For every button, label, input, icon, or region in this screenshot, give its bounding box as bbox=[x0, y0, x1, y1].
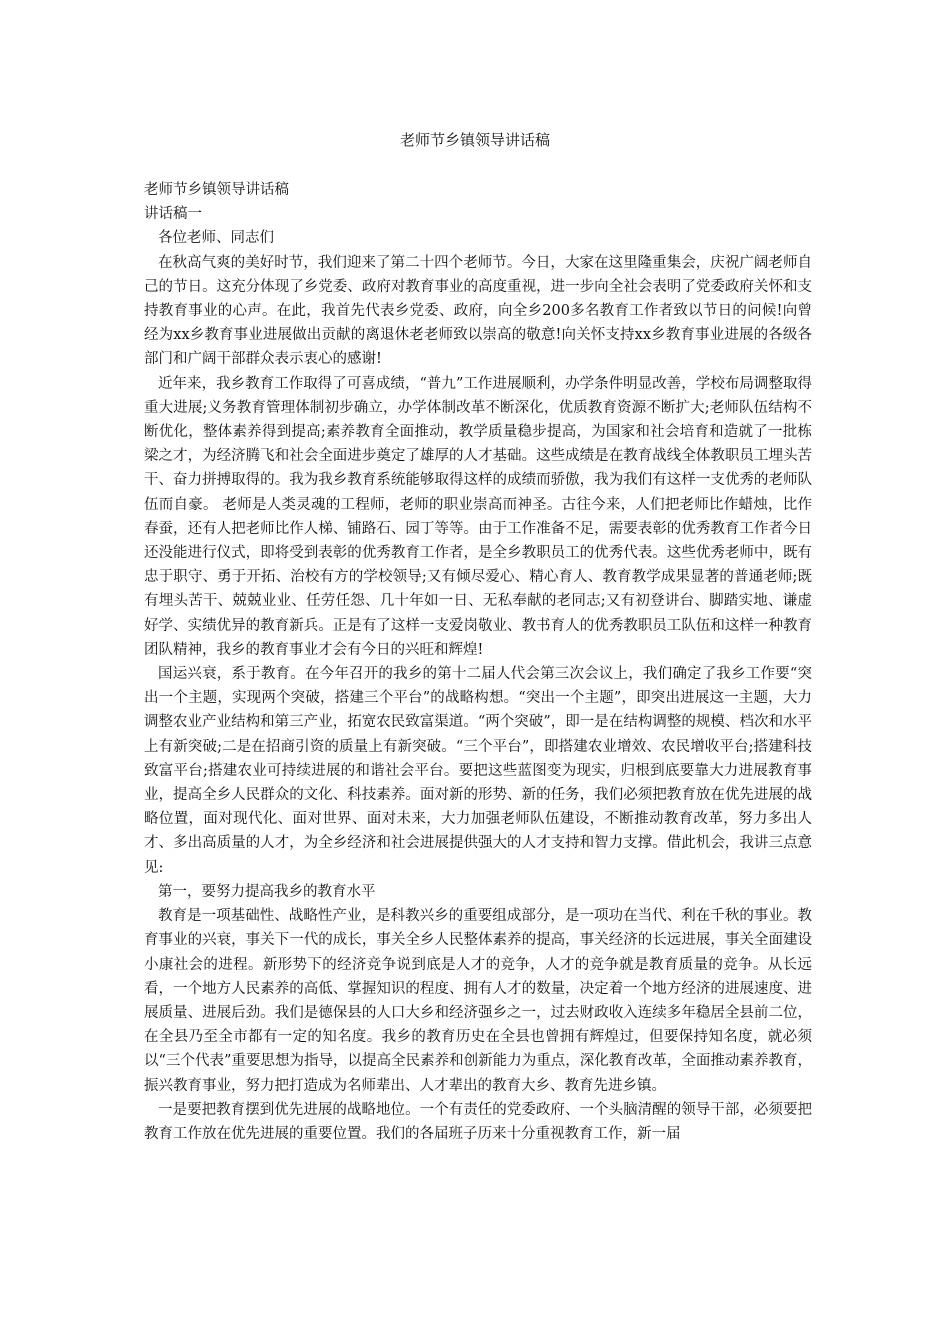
document-subheading: 讲话稿一 bbox=[144, 206, 202, 223]
paragraph: 在秋高气爽的美好时节，我们迎来了第二十四个老师节。今日，大家在这里隆重集会，庆祝广阔老师自己的节日。这充分体现了乡党委、政府对教育事业的高度重视，进一步向全社会表明了党委政府关怀和支持教育事业的心声。在此，我首先代表乡党委、政府，向全乡200多名教育工作者致以节日的问候!向曾经为xx乡教育事业进展做出贡献的离退休老老师致以崇高的敬意!向关怀支持xx乡教育事业进展的各级各部门和广阔干部群众表示衷心的感谢! bbox=[144, 254, 812, 368]
paragraph: 近年来，我乡教育工作取得了可喜成绩，“普九”工作进展顺利，办学条件明显改善，学校布局调整取得重大进展;义务教育管理体制初步确立，办学体制改革不断深化，优质教育资源不断扩大;老师队伍结构不断优化，整体素养得到提高;素养教育全面推动，教学质量稳步提高，为国家和社会培育和造就了一批栋梁之才，为经济腾飞和社会全面进步奠定了雄厚的人才基础。这些成绩是在教育战线全体教职员工埋头苦干、奋力拼搏取得的。我为我乡教育系统能够取得这样的成绩而骄傲，我为我们有这样一支优秀的老师队伍而自豪。 老师是人类灵魂的工程师，老师的职业崇高而神圣。古往今来，人们把老师比作蜡烛，比作春蚕，还有人把老师比作人梯、铺路石、园丁等等。由于工作准备不足，需要表彰的优秀教育工作者今日还没能进行仪式，即将受到表彰的优秀教育工作者，是全乡教职员工的优秀代表。这些优秀老师中，既有忠于职守、勇于开拓、治校有方的学校领导;又有倾尽爱心、精心育人、教育教学成果显著的普通老师;既有埋头苦干、兢兢业业、任劳任怨、几十年如一日、无私奉献的老同志;又有初登讲台、脚踏实地、谦虚好学、实绩优异的教育新兵。正是有了这样一支爱岗敬业、教书育人的优秀教职员工队伍和这样一种教育团队精神，我乡的教育事业才会有今日的兴旺和辉煌! bbox=[144, 375, 812, 658]
document-heading: 老师节乡镇领导讲话稿 bbox=[144, 182, 289, 198]
paragraph: 国运兴衰，系于教育。在今年召开的我乡的第十二届人代会第三次会议上，我们确定了我乡工作要“突出一个主题，实现两个突破，搭建三个平台”的战略构想。“突出一个主题”，即突出进展这一主题，大力调整农业产业结构和第三产业，拓宽农民致富渠道。“两个突破”，即一是在结构调整的规模、档次和水平上有新突破;二是在招商引资的质量上有新突破。“三个平台”，即搭建农业增效、农民增收平台;搭建科技致富平台;搭建农业可持续进展的和谐社会平台。要把这些蓝图变为现实，归根到底要靠大力进展教育事业，提高全乡人民群众的文化、科技素养。面对新的形势、新的任务，我们必须把教育放在优先进展的战略位置，面对现代化、面对世界、面对未来，大力加强老师队伍建设，不断推动教育改革，努力多出人才、多出高质量的人才，为全乡经济和社会进展提供强大的人才支持和智力支撑。借此机会，我讲三点意见: bbox=[144, 666, 812, 876]
document-body bbox=[144, 178, 812, 1146]
section-heading: 第一，要努力提高我乡的教育水平 bbox=[158, 883, 376, 900]
document-title: 老师节乡镇领导讲话稿 bbox=[399, 131, 550, 149]
paragraph: 一是要把教育摆到优先进展的战略地位。一个有责任的党委政府、一个头脑清醒的领导干部，必须要把教育工作放在优先进展的重要位置。我们的各届班子历来十分重视教育工作，新一届 bbox=[144, 1101, 812, 1142]
greeting: 各位老师、同志们 bbox=[158, 230, 274, 247]
paragraph: 教育是一项基础性、战略性产业，是科教兴乡的重要组成部分，是一项功在当代、利在千秋的事业。教育事业的兴衰，事关下一代的成长，事关全乡人民整体素养的提高，事关经济的长远进展，事关全面建设小康社会的进程。新形势下的经济竞争说到底是人才的竞争，人才的竞争就是教育质量的竞争。从长远看，一个地方人民素养的高低、掌握知识的程度、拥有人才的数量，决定着一个地方经济的进展速度、进展质量、进展后劲。我们是德保县的人口大乡和经济强乡之一，过去财政收入连续多年稳居全县前二位，在全县乃至全市都有一定的知名度。我乡的教育历史在全县也曾拥有辉煌过，但要保持知名度，就必须以“三个代表”重要思想为指导，以提高全民素养和创新能力为重点，深化教育改革，全面推动素养教育，振兴教育事业，努力把打造成为名师辈出、人才辈出的教育大乡、教育先进乡镇。 bbox=[144, 908, 812, 1094]
